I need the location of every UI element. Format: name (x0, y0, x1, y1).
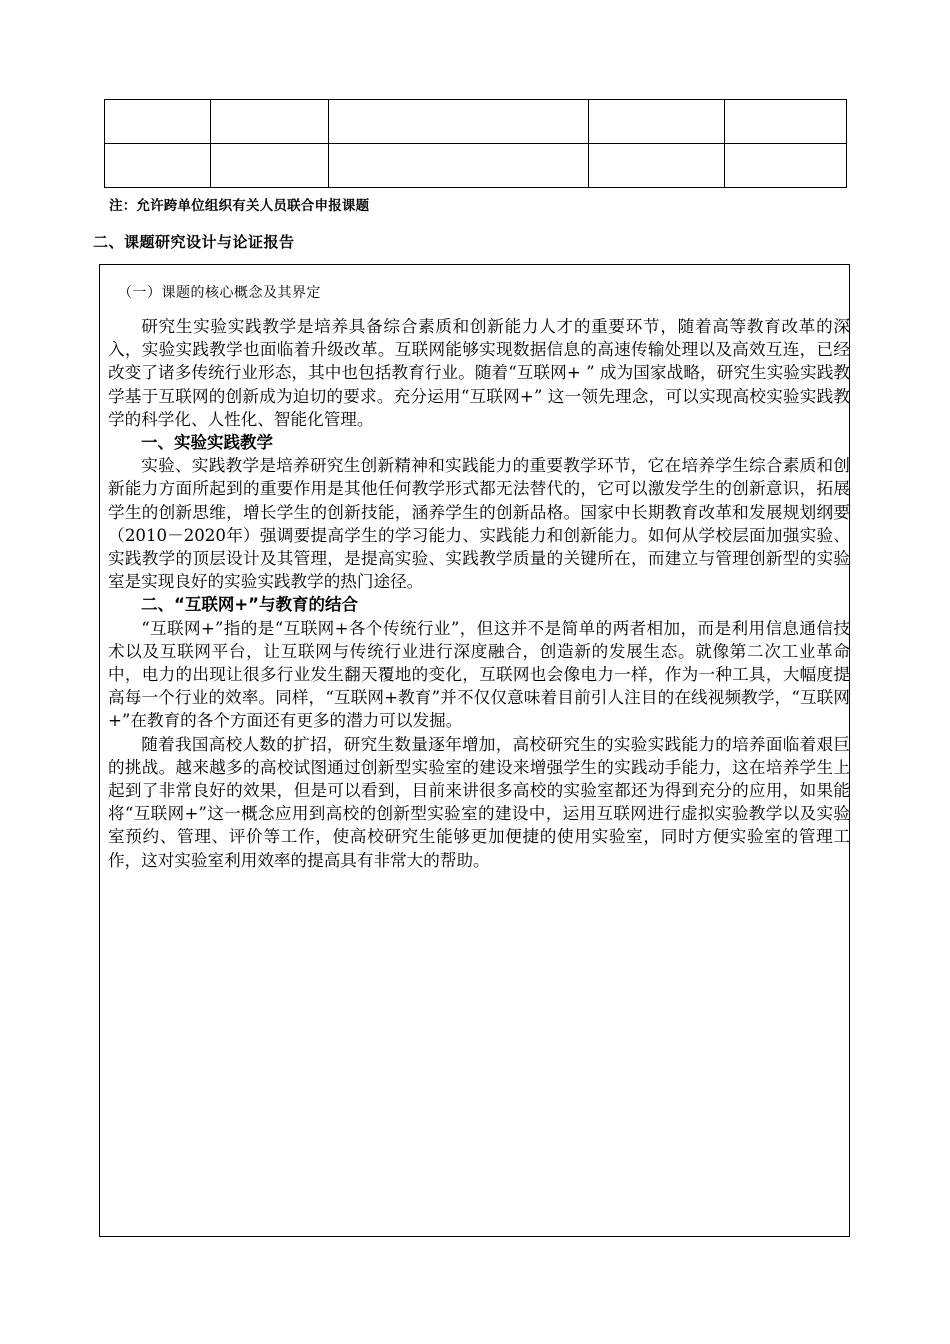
table-note: 注：允许跨单位组织有关人员联合申报课题 (109, 198, 370, 214)
table-cell (211, 100, 329, 144)
table-cell (105, 144, 211, 188)
table-cell (589, 144, 725, 188)
table-cell (105, 100, 211, 144)
paragraph-internet-plus: “互联网+”指的是“互联网+各个传统行业”，但这并不是简单的两者相加，而是利用信息通信技术以及互联网平台，让互联网与传统行业进行深度融合，创造新的发展生态。就像第二次工业革命中，电力的出现让很多行业发生翻天覆地的变化，互联网也会像电力一样，作为一种工具，大幅度提高每一个行业的效率。同样，“互联网+教育”并不仅仅意味着目前引人注目的在线视频教学，“互联网+”在教育的各个方面还有更多的潜力可以发掘。 (108, 618, 850, 731)
section-title: 二、课题研究设计与论证报告 (93, 233, 295, 251)
table-row (105, 144, 847, 188)
table-cell (589, 100, 725, 144)
subsection-title: （一）课题的核心概念及其界定 (118, 285, 321, 301)
heading-experimental-teaching: 一、实验实践教学 (141, 433, 273, 453)
intro-paragraph: 研究生实验实践教学是培养具备综合素质和创新能力人才的重要环节，随着高等教育改革的深入，实验实践教学也面临着升级改革。互联网能够实现数据信息的高速传输处理以及高效互连，已经改变了诸多传统行业形态，其中也包括教育行业。随着“互联网+ ” 成为国家战略，研究生实验实践教学基于互联网的创新成为迫切的要求。充分运用“互联网+” 这一领先理念，可以实现高校实验实践教学的科学化、人性化、智能化管理。 (108, 317, 850, 429)
table-cell (329, 144, 589, 188)
members-table (104, 99, 847, 188)
table-cell (725, 100, 847, 144)
heading-internet-education: 二、“互联网+”与教育的结合 (141, 595, 359, 615)
table-row (105, 100, 847, 144)
table-cell (725, 144, 847, 188)
table-cell (211, 144, 329, 188)
paragraph-experimental-teaching: 实验、实践教学是培养研究生创新精神和实践能力的重要教学环节，它在培养学生综合素质和创新能力方面所起到的重要作用是其他任何教学形式都无法替代的，它可以激发学生的创新意识，拓展学生的创新思维，增长学生的创新技能，涵养学生的创新品格。国家中长期教育改革和发展规划纲要（2010－2020年）强调要提高学生的学习能力、实践能力和创新能力。如何从学校层面加强实验、实践教学的顶层设计及其管理，是提高实验、实践教学质量的关键所在，而建立与管理创新型的实验室是实现良好的实验实践教学的热门途径。 (108, 456, 850, 592)
paragraph-university-labs: 随着我国高校人数的扩招，研究生数量逐年增加，高校研究生的实验实践能力的培养面临着艰巨的挑战。越来越多的高校试图通过创新型实验室的建设来增强学生的实践动手能力，这在培养学生上起到了非常良好的效果，但是可以看到，目前来讲很多高校的实验室都还为得到充分的应用，如果能将“互联网+”这一概念应用到高校的创新型实验室的建设中，运用互联网进行虚拟实验教学以及实验室预约、管理、评价等工作，使高校研究生能够更加便捷的使用实验室，同时方便实验室的管理工作，这对实验室利用效率的提高具有非常大的帮助。 (108, 734, 850, 870)
table-cell (329, 100, 589, 144)
report-content (108, 315, 850, 872)
